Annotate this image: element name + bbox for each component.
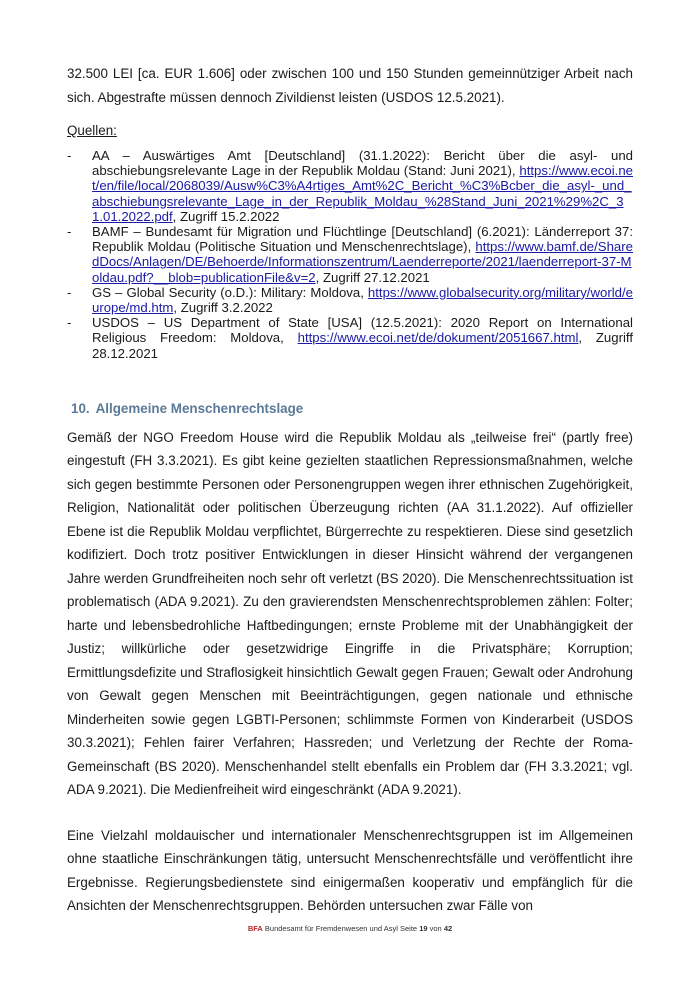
source-link[interactable]: https://www.bamf.de/SharedDocs/Anlagen/DE/Behoerde/Informationszentrum/Laenderreporte/2021/laenderreport-37-Moldau.pdf?__blob=publicationFile&v=2	[92, 239, 633, 285]
sources-heading: Quellen:	[67, 123, 117, 138]
source-item: - AA – Auswärtiges Amt [Deutschland] (31.1.2022): Bericht über die asyl- und abschiebungsrelevante Lage in der Republik Moldau (Stand: Juni 2021), https://www.ecoi.net/en/file/local/2068039/Ausw%C3%A4rtiges_Amt%2C_Bericht_%C3%Bcber_die_asyl-_und_abschiebungsrelevante_Lage_in_der_Republik_Moldau_%28Stand_Juni_2021%29%2C_31.01.2022.pdf, Zugriff 15.2.2022	[67, 148, 633, 224]
source-link[interactable]: https://www.globalsecurity.org/military/world/europe/md.htm	[92, 284, 633, 316]
sources-list	[67, 148, 633, 361]
source-access-date: , Zugriff 3.2.2022	[173, 300, 273, 316]
section-heading	[71, 401, 633, 416]
footer-logo-text: BFA	[247, 924, 263, 933]
source-link[interactable]: https://www.ecoi.net/en/file/local/2068039/Ausw%C3%A4rtiges_Amt%2C_Bericht_%C3%Bcber_die_asyl-_und_abschiebungsrelevante_Lage_in_der_Republik_Moldau_%28Stand_Juni_2021%29%2C_31.01.2022.pdf	[92, 163, 633, 224]
source-text: BAMF – Bundesamt für Migration und Flüchtlinge [Deutschland] (6.2021): Länderreport 37: Republik Moldau (Politische Situation und Menschenrechtslage),	[92, 224, 633, 255]
footer-page-total: 42	[443, 924, 453, 933]
source-access-date: , Zugriff 15.2.2022	[172, 208, 280, 224]
source-item: - USDOS – US Department of State [USA] (12.5.2021): 2020 Report on International Religious Freedom: Moldova, https://www.ecoi.net/de/dokument/2051667.html, Zugriff 28.12.2021	[67, 315, 633, 361]
footer-of-word: von	[429, 924, 442, 933]
footer-page-word: Seite	[400, 924, 418, 933]
footer-page-current: 19	[419, 924, 428, 933]
document-page	[67, 62, 633, 918]
body-paragraph: Gemäß der NGO Freedom House wird die Republik Moldau als „teilweise frei“ (partly free) eingestuft (FH 3.3.2021). Es gibt keine gezielten staatlichen Repressionsmaßnahmen, welche sich gegen bestimmte Personen oder Personengruppen wegen ihrer ethnischen Zugehörigkeit, Religion, Nationalität oder politischen Überzeugung richten (AA 31.1.2022). Auf offizieller Ebene ist die Republik Moldau verpflichtet, Bürgerrechte zu respektieren. Diese sind gesetzlich kodifiziert. Doch trotz positiver Entwicklungen in dieser Hinsicht während der vergangenen Jahre werden Grundfreiheiten noch sehr oft verletzt (BS 2020). Die Menschenrechtssituation ist problematisch (ADA 9.2021). Zu den gravierendsten Menschenrechtsproblemen zählen: Folter; harte und lebensbedrohliche Haftbedingungen; ernste Probleme mit der Unabhängigkeit der Justiz; willkürliche oder gesetzwidrige Eingriffe in die Privatsphäre; Korruption; Ermittlungsdefizite und Straflosigkeit hinsichtlich Gewalt gegen Frauen; Gewalt oder Androhung von Gewalt gegen Menschen mit Beeinträchtigungen, gegen nationale und ethnische Minderheiten sowie gegen LGBTI-Personen; schlimmste Formen von Kinderarbeit (USDOS 30.3.2021); Fehlen fairer Verfahren; Hassreden; und Verletzung der Rechte der Roma-Gemeinschaft (BS 2020). Menschenhandel stellt ebenfalls ein Problem dar (FH 3.3.2021; vgl. ADA 9.2021). Die Medienfreiheit wird eingeschränkt (ADA 9.2021).	[67, 429, 633, 798]
section-title: Allgemeine Menschenrechtslage	[95, 400, 304, 416]
page-footer	[0, 924, 700, 933]
source-link[interactable]: https://www.ecoi.net/de/dokument/2051667.html	[297, 330, 579, 346]
source-access-date: , Zugriff 27.12.2021	[315, 269, 430, 285]
source-item: - GS – Global Security (o.D.): Military: Moldova, https://www.globalsecurity.org/military/world/europe/md.htm, Zugriff 3.2.2022	[67, 284, 633, 316]
top-paragraph: 32.500 LEI [ca. EUR 1.606] oder zwischen 100 und 150 Stunden gemeinnütziger Arbeit nach sich. Abgestrafte müssen dennoch Zivildienst leisten (USDOS 12.5.2021).	[67, 66, 633, 105]
source-text: AA – Auswärtiges Amt [Deutschland] (31.1.2022): Bericht über die asyl- und abschiebungsrelevante Lage in der Republik Moldau (Stand: Juni 2021),	[92, 148, 633, 179]
source-item: - BAMF – Bundesamt für Migration und Flüchtlinge [Deutschland] (6.2021): Länderreport 37: Republik Moldau (Politische Situation und Menschenrechtslage), https://www.bamf.de/SharedDocs/Anlagen/DE/Behoerde/Informationszentrum/Laenderreporte/2021/laenderreport-37-Moldau.pdf?__blob=publicationFile&v=2, Zugriff 27.12.2021	[67, 224, 633, 285]
source-text: GS – Global Security (o.D.): Military: Moldova,	[92, 284, 364, 300]
footer-org: Bundesamt für Fremdenwesen und Asyl	[264, 924, 398, 933]
source-access-date: , Zugriff 28.12.2021	[92, 330, 633, 361]
section-number: 10.	[71, 400, 90, 416]
body-paragraph: Eine Vielzahl moldauischer und internationaler Menschenrechtsgruppen ist im Allgemeinen ohne staatliche Einschränkungen tätig, untersucht Menschenrechtsfälle und veröffentlicht ihre Ergebnisse. Regierungsbedienstete sind einigermaßen kooperativ und empfänglich für die Ansichten der Menschenrechtsgruppen. Behörden untersuchen zwar Fälle von	[67, 827, 633, 914]
source-text: USDOS – US Department of State [USA] (12.5.2021): 2020 Report on International Religious Freedom: Moldova,	[92, 315, 633, 346]
